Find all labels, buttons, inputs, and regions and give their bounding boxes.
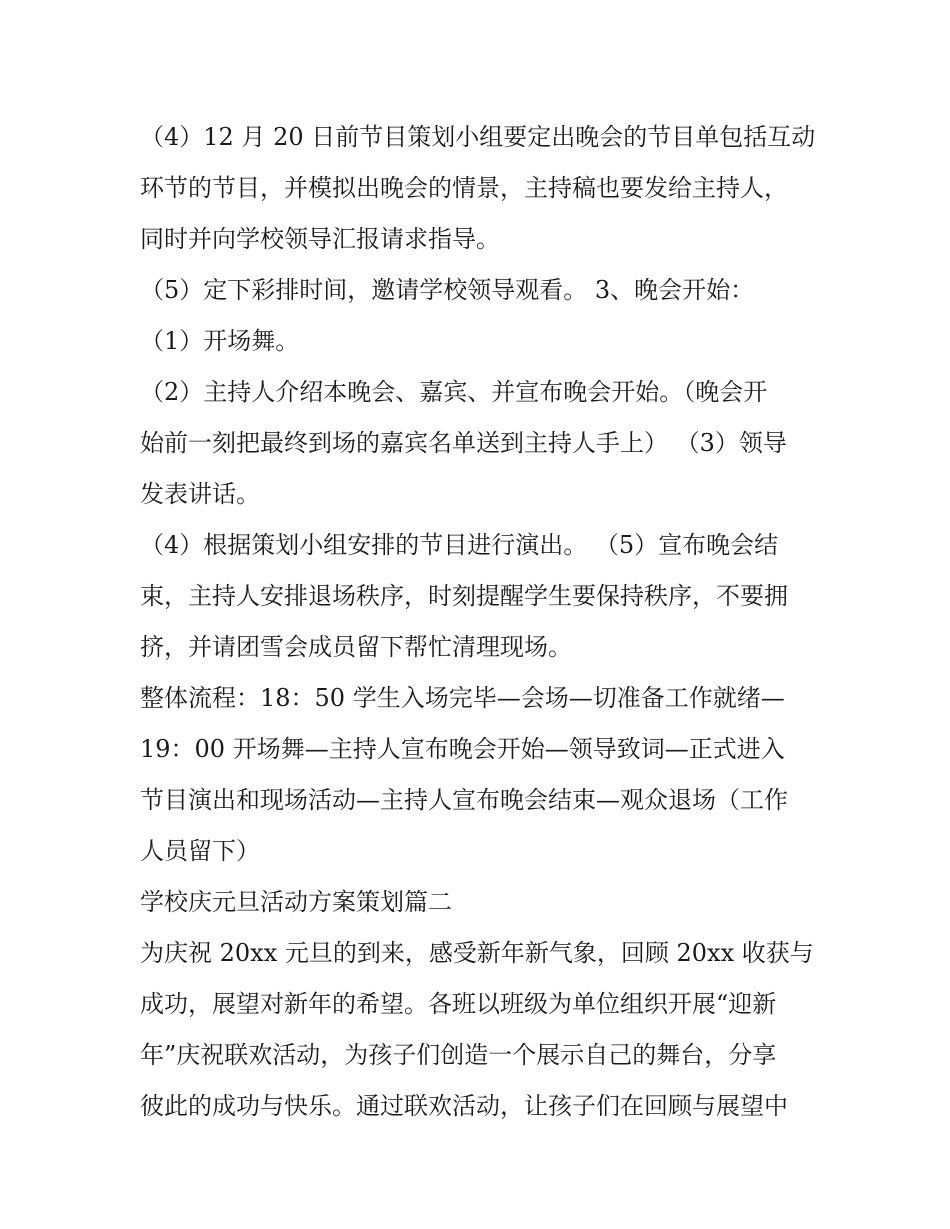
text-line: （5）定下彩排时间，邀请学校领导观看。 3、晚会开始：: [140, 276, 755, 304]
text-line: 年”庆祝联欢活动，为孩子们创造一个展示自己的舞台，分享: [140, 1041, 777, 1069]
text-line: 整体流程：18：50 学生入场完毕—会场—切准备工作就绪—: [140, 684, 785, 712]
text-line: （4）12 月 20 日前节目策划小组要定出晚会的节目单包括互动: [140, 123, 816, 151]
text-line: 挤，并请团雪会成员留下帮忙清理现场。: [140, 633, 572, 661]
section-heading: 学校庆元旦活动方案策划篇二: [140, 888, 452, 916]
text-line: 同时并向学校领导汇报请求指导。: [140, 225, 500, 253]
text-line: （4）根据策划小组安排的节目进行演出。 （5）宣布晚会结: [140, 531, 779, 559]
text-line: 成功，展望对新年的希望。各班以班级为单位组织开展“迎新: [140, 990, 777, 1018]
text-line: 为庆祝 20xx 元旦的到来，感受新年新气象，回顾 20xx 收获与: [140, 939, 814, 967]
text-line: 节目演出和现场活动—主持人宣布晚会结束—观众退场（工作: [140, 786, 788, 814]
text-line: 彼此的成功与快乐。通过联欢活动，让孩子们在回顾与展望中: [140, 1092, 788, 1120]
text-line: （2）主持人介绍本晚会、嘉宾、并宣布晚会开始。（晚会开: [140, 378, 768, 406]
text-line: 始前一刻把最终到场的嘉宾名单送到主持人手上） （3）领导: [140, 429, 787, 457]
text-line: 环节的节目，并模拟出晚会的情景，主持稿也要发给主持人，: [140, 174, 788, 202]
text-line: 19：00 开场舞—主持人宣布晚会开始—领导致词—正式进入: [140, 735, 785, 763]
text-line: （1）开场舞。: [140, 327, 300, 355]
text-line: 发表讲话。: [140, 480, 260, 508]
text-line: 人员留下）: [140, 837, 260, 865]
document-body: [140, 112, 830, 1132]
text-line: 束，主持人安排退场秩序，时刻提醒学生要保持秩序，不要拥: [140, 582, 788, 610]
